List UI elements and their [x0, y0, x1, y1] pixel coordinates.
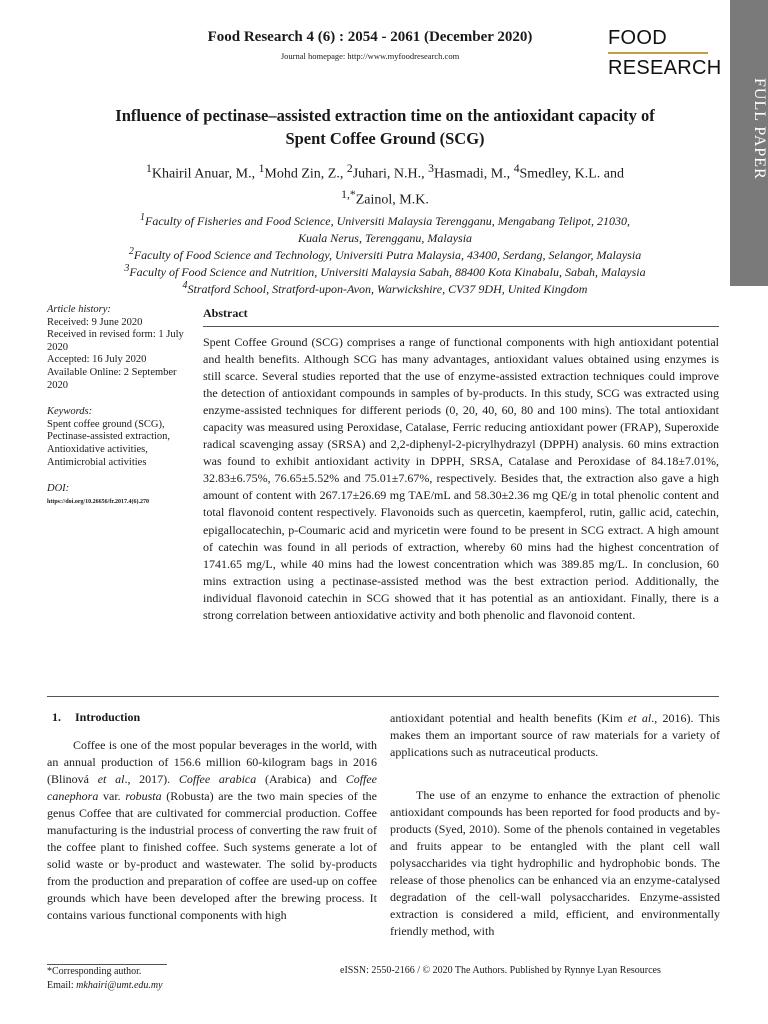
author-name: Khairil Anuar, M.,: [151, 166, 259, 182]
received-date: Received: 9 June 2020: [47, 316, 143, 328]
section-title: Introduction: [75, 710, 141, 724]
affiliation-text: Kuala Nerus, Terengganu, Malaysia: [297, 231, 473, 245]
section-number: 1.: [52, 710, 61, 724]
keyword: Pectinase-assisted extraction,: [47, 431, 171, 443]
authors-line-2: [80, 185, 690, 211]
title-line-2: Spent Coffee Ground (SCG): [285, 129, 485, 148]
email-label: Email:: [47, 980, 77, 991]
side-tab: [730, 0, 768, 286]
intro-paragraph-2: The use of an enzyme to enhance the extraction of phenolic antioxidant compounds has been reported for food products and by-products (Syed, 2010). Some of the phenols contained in vegetables and fruits appear to be entangled with the plant cell wall polysaccharides via tight hydrophilic and hydrophobic bonds. The release of those phenolics can be enhanced via an enzyme-catalysed degradation of the cell-wall polysaccharides. Enzyme-assisted extraction is considered a mild, efficient, and environmentally friendly method, with: [390, 788, 720, 939]
author-email: [47, 980, 163, 991]
author-list: [80, 159, 690, 210]
author-name: Mohd Zin, Z.,: [264, 166, 347, 182]
affiliation-text: Faculty of Food Science and Technology, Universiti Putra Malaysia, 43400, Serdang, Selangor, Malaysia: [133, 248, 642, 262]
author-name: Smedley, K.L. and: [519, 166, 624, 182]
keyword: Spent coffee ground (SCG),: [47, 418, 165, 430]
affiliation-sup: 1: [140, 212, 146, 223]
abstract-divider: [203, 326, 719, 327]
section-divider: [47, 696, 719, 697]
affiliation-sup: 4: [182, 280, 188, 291]
accepted-date: Accepted: 16 July 2020: [47, 354, 147, 366]
logo-word-food: FOOD: [608, 27, 667, 49]
affiliation-sup: 2: [128, 246, 134, 257]
online-date: Available Online: 2 September 2020: [47, 366, 177, 391]
affiliation-4: [40, 277, 730, 298]
author-name: Juhari, N.H.,: [352, 166, 429, 182]
authors-line-1: [80, 159, 690, 185]
logo-divider: [608, 52, 708, 54]
logo-word-research: RESEARCH: [608, 56, 722, 79]
affiliation-text: Faculty of Fisheries and Food Science, Universiti Malaysia Terengganu, Mengabang Telipot, 21030,: [145, 214, 630, 228]
corresponding-author: *Corresponding author.: [47, 966, 142, 977]
article-info: [47, 304, 192, 508]
abstract-text: Spent Coffee Ground (SCG) comprises a range of functional components with high antioxidant potential and health benefits. Although SCG has many advantages, antioxidant values obtained using enzymes is still scarce. Several studies reported that the use of enzyme-assisted extraction techniques could improve the detection of antioxidant compounds in samples of by-products. In this study, SCG was extracted using enzyme-assisted techniques for different periods (0, 20, 40, 60, 80 and 100 mins). The total antioxidant capacity was measured using Peroxidase, Catalase, Ferric reducing antioxidant power (FRAP), Superoxide radical scavenging assay (SRSA) and 2,2-diphenyl-2-picrylhydrazyl (DPPH) analysis. 60 mins extraction was found to exhibit antioxidant activity in DPPH, SRSA, Catalase and Peroxidase of 84.18±7.01%, 32.83±6.75%, 76.65±5.52% and 75.01±7.67%, respectively. Besides that, the extraction also gave a high amount of content with 267.17±26.69 mg TAE/mL and 58.30±2.36 mg QE/g in total phenolic content and total flavonoid content respectively. Flavonoids such as quercetin, kaempferol, rutin, gallic acid, catechin, epigallocatechin, p-Coumaric acid and myricetin were found to be present in SCG extract. A high amount of catechin was found in all periods of extraction, whereby 60 mins had the highest concentration of 1741.65 mg/L, while 40 mins had the lowest concentration which was 389.85 mg/L. In conclusion, 60 mins extraction using a pectinase-assisted method was the best extraction period. Additionally, the individual flavonoid catechin in SCG showed that it has potential as an antioxidant. Finally, there is a strong correlation between antioxidative activity and both phenolic and flavonoid content.: [203, 335, 719, 622]
affiliation-sup: 3: [124, 263, 130, 274]
side-tab-label: FULL PAPER: [751, 78, 768, 180]
doi-link[interactable]: https://doi.org/10.26656/fr.2017.4(6).270: [47, 498, 149, 505]
author-sup: 2: [346, 162, 353, 175]
doi-label: DOI:: [47, 483, 70, 495]
affiliation-text: Stratford School, Stratford-upon-Avon, Warwickshire, CV37 9DH, United Kingdom: [187, 282, 588, 296]
intro-heading: [52, 710, 140, 725]
paper-title: [60, 104, 710, 150]
affiliation-1: [40, 209, 730, 247]
author-sup: 1: [258, 162, 265, 175]
author-name: Zainol, M.K.: [355, 192, 429, 208]
intro-paragraph-1: Coffee is one of the most popular beverages in the world, with an annual production of 156.6 million 60-kilogram bags in 2016 (Blinová et al., 2017). Coffee arabica (Arabica) and Coffee canephora var. robusta (Robusta) are the two main species of the genus Coffee that are cultivated for commercial production. Coffee manufacturing is the industrial process of converting the raw fruit of the coffee plant to finished coffee. Such systems generate a lot of solid waste or by-product and wastewater. The solid by-products from the production and preparation of coffee are used-up on coffee grounds which have been developed after the brewing process. It contains various functional components with high: [47, 738, 378, 923]
affiliation-text: Faculty of Food Science and Nutrition, Universiti Malaysia Sabah, 88400 Kota Kinabalu, Sabah, Malaysia: [129, 265, 646, 279]
keywords-label: Keywords:: [47, 406, 93, 418]
author-sup: 4: [513, 162, 520, 175]
journal-logo: [608, 26, 722, 80]
author-sup: 1: [146, 162, 152, 175]
abstract-heading: Abstract: [203, 306, 248, 320]
footnote-divider: [47, 964, 167, 965]
title-line-1: Influence of pectinase–assisted extraction time on the antioxidant capacity of: [115, 106, 655, 125]
journal-homepage: Journal homepage: http://www.myfoodresearch.com: [280, 51, 460, 61]
issn-copyright: eISSN: 2550-2166 / © 2020 The Authors. Published by Rynnye Lyan Resources: [340, 965, 661, 976]
keyword: Antioxidative activities,: [47, 443, 148, 455]
keyword: Antimicrobial activities: [47, 456, 147, 468]
article-history-label: Article history:: [47, 304, 111, 315]
intro-paragraph-1-cont: antioxidant potential and health benefits (Kim et al., 2016). This makes them an important source of raw materials for a variety of applications such as nutraceutical products.: [390, 711, 720, 760]
journal-citation: Food Research 4 (6) : 2054 - 2061 (December 2020): [207, 29, 533, 45]
author-sup: 1,*: [341, 187, 356, 201]
email-link[interactable]: mkhairi@umt.edu.my: [76, 980, 163, 991]
author-sup: 3: [428, 162, 434, 175]
revised-date: Received in revised form: 1 July 2020: [47, 329, 184, 353]
author-name: Hasmadi, M.,: [433, 166, 514, 182]
